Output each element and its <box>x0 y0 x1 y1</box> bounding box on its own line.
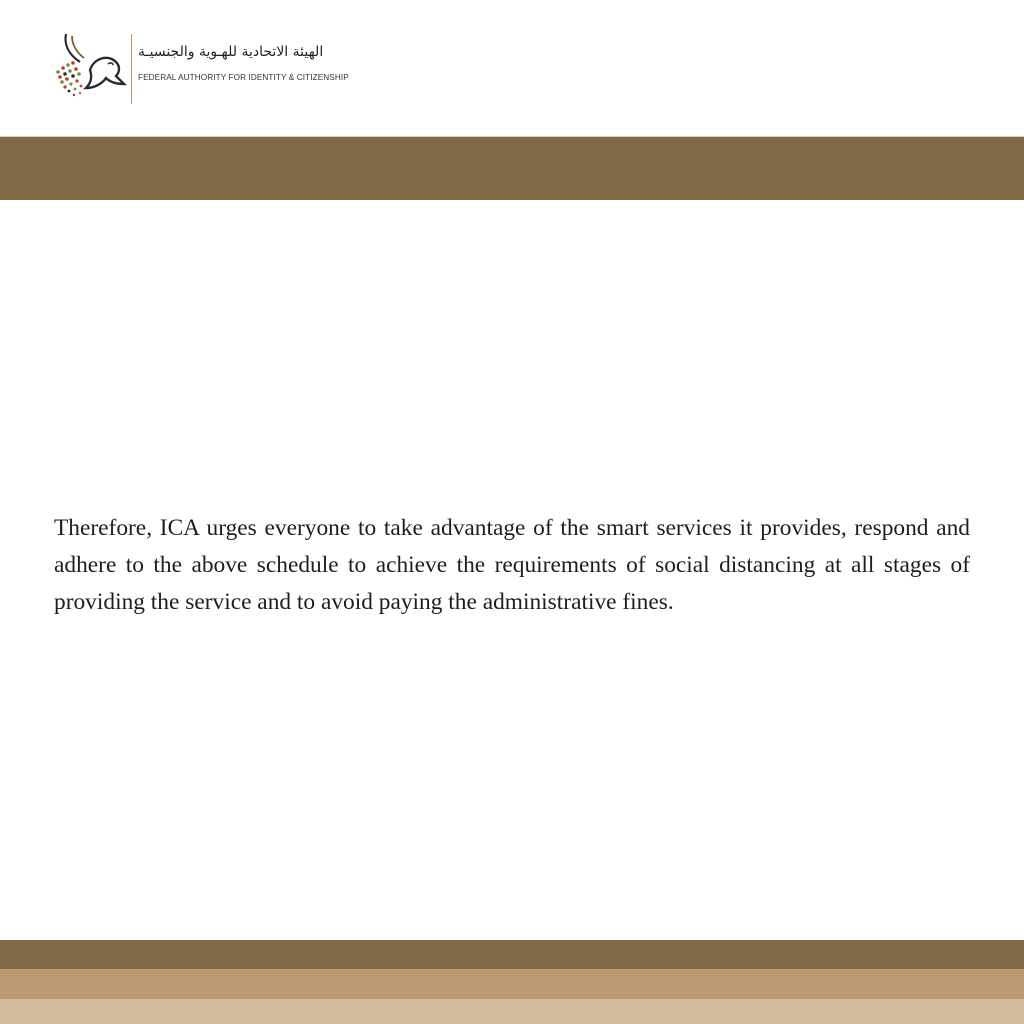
org-name-arabic: الهيئة الاتحادية للهـوية والجنسيـة <box>138 44 324 60</box>
footer-band-mid <box>0 969 1024 999</box>
header <box>0 0 1024 136</box>
falcon-emblem-icon <box>50 32 128 100</box>
org-name-english: FEDERAL AUTHORITY FOR IDENTITY & CITIZENSHIP <box>138 73 349 82</box>
logo-divider <box>131 34 132 104</box>
footer-band-light <box>0 999 1024 1024</box>
body-paragraph: Therefore, ICA urges everyone to take advantage of the smart services it provides, respond and adhere to the above schedule to achieve the requirements of social distancing at all stages of providing the service and to avoid paying the administrative fines. <box>54 515 970 615</box>
footer-band-dark <box>0 940 1024 969</box>
header-band <box>0 136 1024 200</box>
